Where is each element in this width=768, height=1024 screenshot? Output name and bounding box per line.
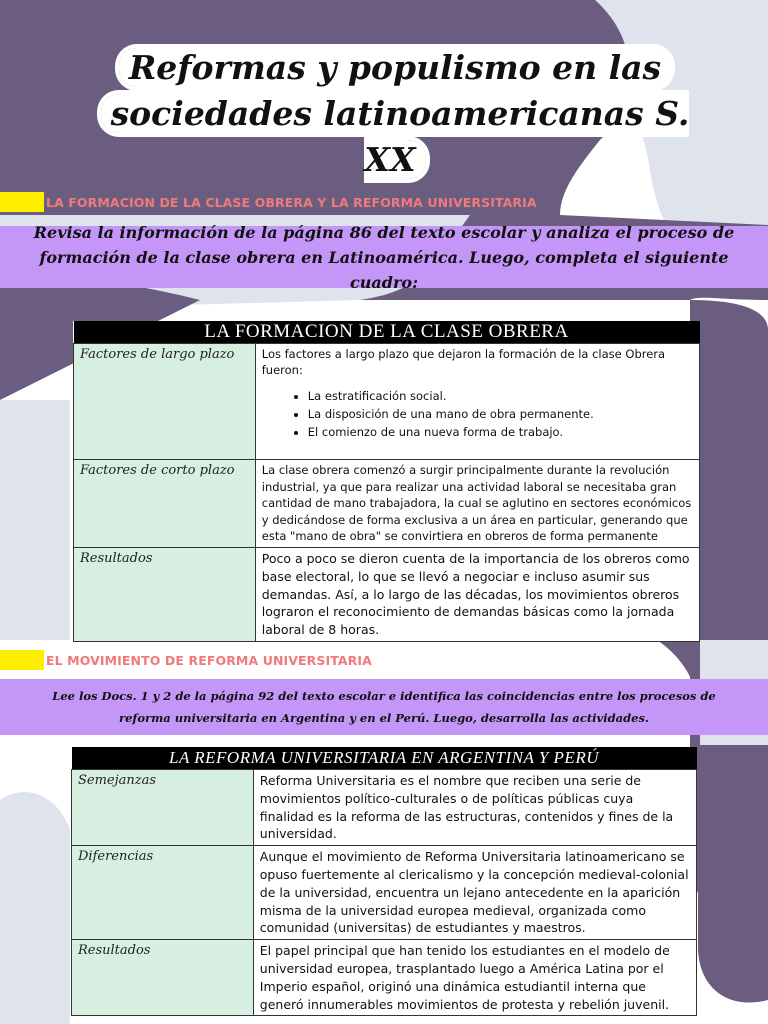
list-item: • La estratificación social. — [308, 388, 693, 404]
row-label: Diferencias — [72, 846, 254, 940]
section-heading-reforma — [0, 650, 372, 670]
light-blob-bottom-left — [0, 792, 70, 1024]
instruction-text-1: Revisa la información de la página 86 del texto escolar y analiza el proceso de formación de la clase obrera en Latinoamérica. Luego, completa el siguiente cuadro: — [33, 222, 735, 292]
row-label: Factores de corto plazo — [74, 460, 256, 548]
list-item: • La disposición de una mano de obra permanente. — [308, 406, 693, 422]
page-title — [95, 45, 695, 183]
table-header: LA REFORMA UNIVERSITARIA EN ARGENTINA Y PERÚ — [72, 747, 697, 770]
highlight-marker — [0, 192, 44, 212]
instruction-text-2: Lee los Docs. 1 y 2 de la página 92 del texto escolar e identifica las coincidencias entre los procesos de reforma universitaria en Argentina y en el Perú. Luego, desarrolla las actividades. — [52, 689, 716, 725]
highlight-marker — [0, 650, 44, 670]
row-content: Poco a poco se dieron cuenta de la importancia de los obreros como base electoral, lo que se llevó a negociar e incluso asumir sus demandas. Así, a lo largo de las décadas, los movimientos obreros lograron el reconocimiento de demandas básicas como la jornada laboral de 8 horas. — [255, 547, 699, 641]
row-content: El papel principal que han tenido los estudiantes en el modelo de universidad europea, trasplantado luego a América Latina por el Imperio español, originó una dinámica estudiantil interna que generó innumerables movimientos de protesta y rebelión juvenil. — [253, 940, 696, 1016]
table-row — [72, 940, 697, 1016]
instruction-band-1 — [0, 222, 768, 292]
table-row — [72, 846, 697, 940]
row-intro: Los factores a largo plazo que dejaron la formación de la clase Obrera fueron: — [261, 347, 666, 377]
row-content: La clase obrera comenzó a surgir principalmente durante la revolución industrial, ya que para realizar una actividad laboral se necesitaba gran cantidad de mano trabajadora, la cual se aglutino en sectores económicos y dedicándose de forma exclusiva a un área en particular, generando que esta "mano de obra" se convirtiera en obreros de forma permanente — [255, 460, 699, 548]
table-clase-obrera — [73, 321, 700, 642]
section-heading-text: LA FORMACION DE LA CLASE OBRERA Y LA REFORMA UNIVERSITARIA — [46, 194, 537, 210]
instruction-band-2 — [0, 679, 768, 735]
table-row — [74, 344, 700, 460]
title-line-1: Reformas y populismo en las — [95, 45, 695, 91]
table-row — [72, 770, 697, 846]
section-heading-text: EL MOVIMIENTO DE REFORMA UNIVERSITARIA — [46, 652, 372, 668]
row-label: Semejanzas — [72, 770, 254, 846]
title-line-2: sociedades latinoamericanas S. XX — [95, 91, 695, 183]
row-label: Factores de largo plazo — [74, 344, 256, 460]
table-row — [74, 460, 700, 548]
table-reforma-universitaria — [71, 747, 697, 1016]
factor-list — [262, 388, 693, 440]
row-label: Resultados — [72, 940, 254, 1016]
row-label: Resultados — [74, 547, 256, 641]
table-header: LA FORMACION DE LA CLASE OBRERA — [74, 321, 700, 344]
list-item: • El comienzo de una nueva forma de trabajo. — [308, 424, 693, 440]
section-heading-clase-obrera — [0, 192, 537, 212]
row-content — [255, 344, 699, 460]
row-content: Aunque el movimiento de Reforma Universitaria latinoamericano se opuso fuertemente al clericalismo y la concepción medieval-colonial de la universidad, encuentra un lejano antecedente en la aparición misma de la universidad europea medieval, organizada como comunidad (universitas) de estudiantes y maestros. — [253, 846, 696, 940]
light-blob-left-bottom — [0, 400, 70, 640]
table-row — [74, 547, 700, 641]
row-content: Reforma Universitaria es el nombre que reciben una serie de movimientos político-culturales o de políticas públicas cuya finalidad es la reforma de las estructuras, contenidos y fines de la universidad. — [253, 770, 696, 846]
